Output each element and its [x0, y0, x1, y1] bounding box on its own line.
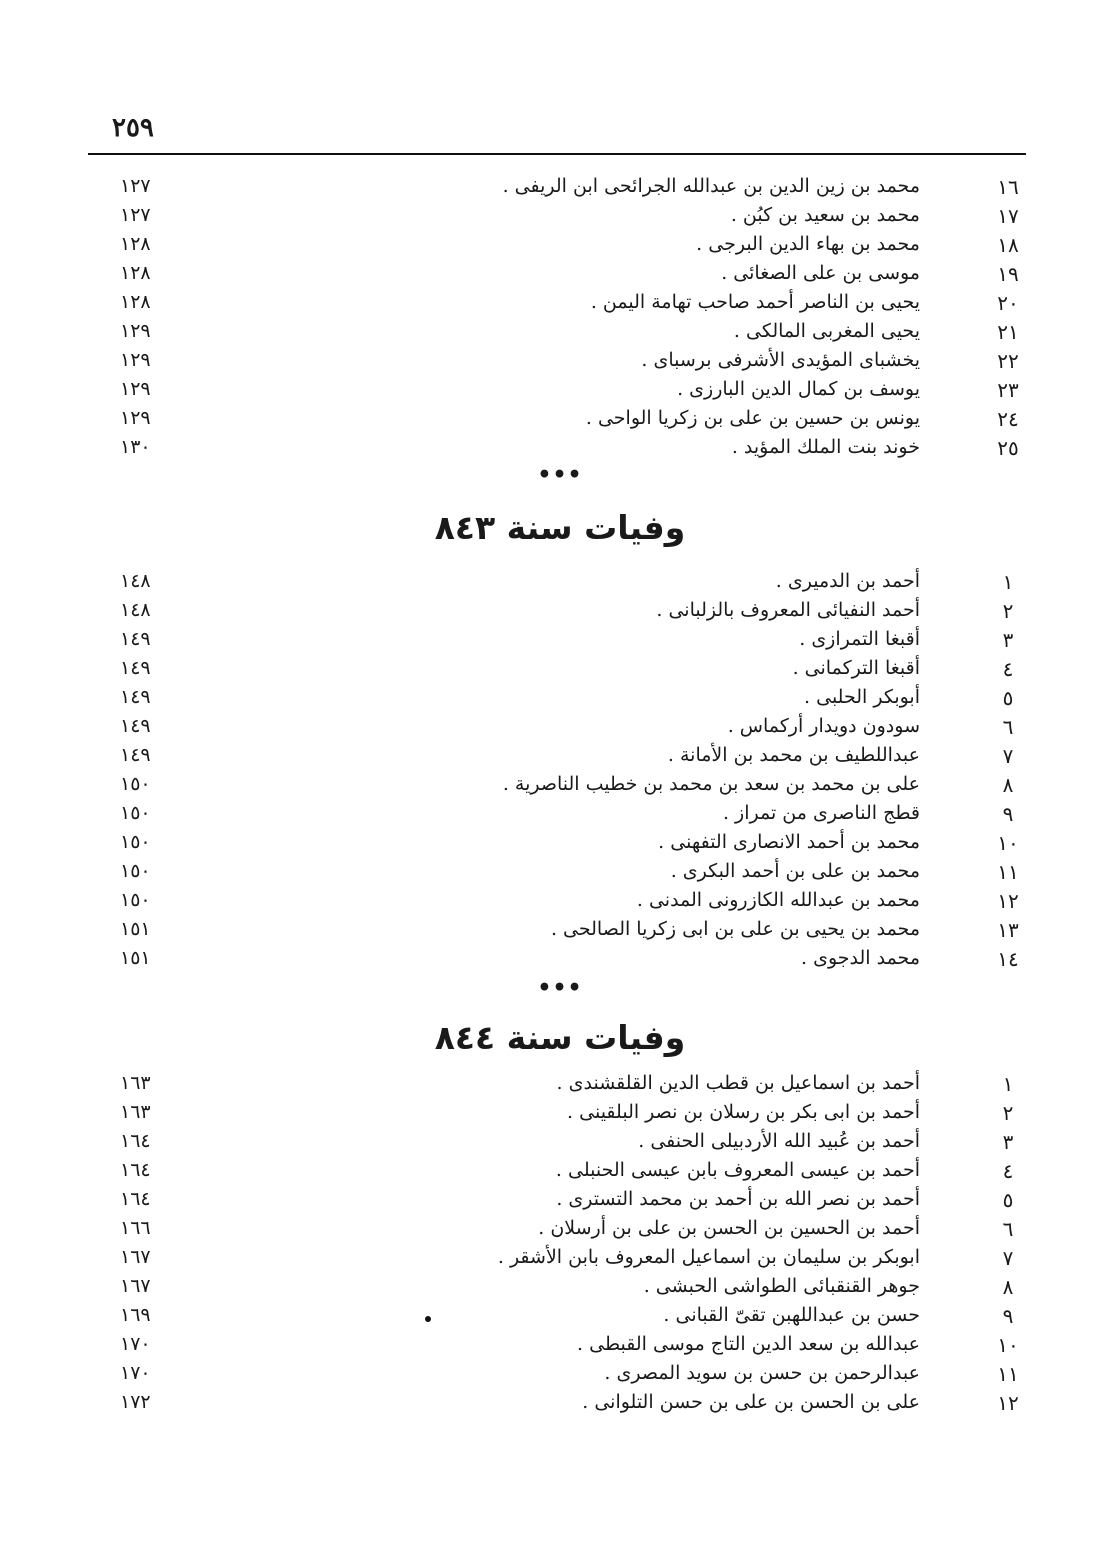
- entry-number: ١٩: [997, 262, 1019, 286]
- entry-page: ١٢٧: [120, 204, 151, 226]
- entry-page: ١٦٦: [120, 1217, 151, 1239]
- list-item: [0, 407, 1120, 436]
- list-item: [0, 1188, 1120, 1217]
- entry-page: ١٤٩: [120, 628, 151, 650]
- entry-name: أحمد بن نصر الله بن أحمد بن محمد التسترى .: [556, 1188, 920, 1210]
- entry-number: ١٠: [997, 831, 1019, 855]
- entry-number: ٤: [1002, 1159, 1014, 1183]
- entry-page: ١٧٠: [120, 1362, 151, 1384]
- entry-number: ١: [1002, 1072, 1014, 1096]
- entry-name: أقبغا التمرازى .: [799, 628, 920, 650]
- entry-number: ١٨: [997, 233, 1019, 257]
- entry-name: أحمد النفيائى المعروف بالزلبانى .: [656, 599, 920, 621]
- entry-number: ٢: [1002, 1101, 1014, 1125]
- entry-number: ٩: [1002, 802, 1014, 826]
- entry-number: ١: [1002, 570, 1014, 594]
- entry-name: على بن محمد بن سعد بن محمد بن خطيب الناصرية .: [502, 773, 920, 795]
- list-item: [0, 686, 1120, 715]
- list-item: [0, 715, 1120, 744]
- entry-page: ١٤٨: [120, 570, 151, 592]
- entry-number: ٨: [1002, 773, 1014, 797]
- entry-name: حسن بن عبداللهبن تقىّ القبانى .: [663, 1304, 920, 1326]
- page-number: ٢٥٩: [112, 113, 154, 143]
- list-item: [0, 1130, 1120, 1159]
- entry-page: ١٢٧: [120, 175, 151, 197]
- entry-number: ٢٢: [997, 349, 1019, 373]
- entry-name: يوسف بن كمال الدين البارزى .: [677, 378, 920, 400]
- entry-page: ١٢٨: [120, 291, 151, 313]
- list-item: [0, 262, 1120, 291]
- entry-name: قطج الناصرى من تمراز .: [722, 802, 920, 824]
- entry-page: ١٦٤: [120, 1159, 151, 1181]
- entry-page: ١٥١: [120, 947, 151, 969]
- section-heading-843: وفيات سنة ٨٤٣: [434, 508, 686, 547]
- entry-page: ١٥٠: [120, 802, 151, 824]
- entry-name: أحمد بن عيسى المعروف بابن عيسى الحنبلى .: [555, 1159, 920, 1181]
- entry-name: يحيى المغربى المالكى .: [733, 320, 920, 342]
- entry-page: ١٢٨: [120, 233, 151, 255]
- entry-number: ١٣: [997, 918, 1019, 942]
- entry-number: ١٤: [997, 947, 1019, 971]
- entry-number: ٢٣: [997, 378, 1019, 402]
- entry-number: ٢١: [997, 320, 1019, 344]
- entry-number: ١٧: [997, 204, 1019, 228]
- entry-page: ١٢٨: [120, 262, 151, 284]
- entry-number: ٥: [1002, 1188, 1014, 1212]
- entry-number: ٢٤: [997, 407, 1019, 431]
- entry-name: محمد بن بهاء الدين البرجى .: [696, 233, 920, 255]
- entry-number: ١١: [997, 1362, 1019, 1386]
- entry-page: ١٧٠: [120, 1333, 151, 1355]
- entry-page: ١٦٣: [120, 1072, 151, 1094]
- entry-name: أحمد بن اسماعيل بن قطب الدين القلقشندى .: [556, 1072, 920, 1094]
- entry-page: ١٢٩: [120, 378, 151, 400]
- list-item: [0, 1304, 1120, 1333]
- entry-number: ٢: [1002, 599, 1014, 623]
- list-item: [0, 436, 1120, 465]
- entry-name: يحيى بن الناصر أحمد صاحب تهامة اليمن .: [590, 291, 920, 313]
- entry-name: ابوبكر بن سليمان بن اسماعيل المعروف بابن الأشقر .: [497, 1246, 920, 1268]
- entry-page: ١٥٠: [120, 889, 151, 911]
- entry-page: ١٥٠: [120, 773, 151, 795]
- list-item: [0, 889, 1120, 918]
- entry-name: أحمد بن ابى بكر بن رسلان بن نصر البلقينى .: [567, 1101, 920, 1123]
- entry-name: يونس بن حسين بن على بن زكريا الواحى .: [585, 407, 920, 429]
- list-item: [0, 570, 1120, 599]
- entry-number: ٢٠: [997, 291, 1019, 315]
- entry-page: ١٢٩: [120, 407, 151, 429]
- entries-list-continued: [0, 175, 1120, 465]
- entry-number: ١٢: [997, 1391, 1019, 1415]
- entry-page: ١٣٠: [120, 436, 151, 458]
- list-item: [0, 918, 1120, 947]
- entry-page: ١٥١: [120, 918, 151, 940]
- entry-number: ٦: [1002, 715, 1014, 739]
- entry-number: ٣: [1002, 628, 1014, 652]
- list-item: [0, 1391, 1120, 1420]
- list-item: [0, 204, 1120, 233]
- header-rule: [88, 153, 1026, 155]
- entry-number: ٨: [1002, 1275, 1014, 1299]
- entry-name: محمد بن سعيد بن كبُن .: [730, 204, 920, 226]
- list-item: [0, 831, 1120, 860]
- list-item: [0, 175, 1120, 204]
- list-item: [0, 1159, 1120, 1188]
- list-item: [0, 1072, 1120, 1101]
- entry-name: محمد بن أحمد الانصارى التفهنى .: [658, 831, 920, 853]
- entry-name: سودون دويدار أركماس .: [727, 715, 920, 737]
- entry-name: محمد بن يحيى بن على بن ابى زكريا الصالحى .: [550, 918, 920, 940]
- list-item: [0, 657, 1120, 686]
- entry-name: أحمد بن عُبيد الله الأردبيلى الحنفى .: [638, 1130, 920, 1152]
- entry-number: ٩: [1002, 1304, 1014, 1328]
- entry-number: ٥: [1002, 686, 1014, 710]
- list-item: [0, 802, 1120, 831]
- list-item: [0, 233, 1120, 262]
- entry-name: موسى بن على الصغائى .: [721, 262, 920, 284]
- entry-page: ١٦٧: [120, 1246, 151, 1268]
- entry-page: ١٢٩: [120, 349, 151, 371]
- entry-number: ٦: [1002, 1217, 1014, 1241]
- list-item: [0, 349, 1120, 378]
- entry-page: ١٢٩: [120, 320, 151, 342]
- entry-number: ١١: [997, 860, 1019, 884]
- list-item: [0, 1333, 1120, 1362]
- entry-page: ١٤٩: [120, 686, 151, 708]
- entry-name: يخشباى المؤيدى الأشرفى برسباى .: [641, 349, 920, 371]
- entry-page: ١٦٩: [120, 1304, 151, 1326]
- list-item: [0, 599, 1120, 628]
- entry-name: عبدالله بن سعد الدين التاج موسى القبطى .: [577, 1333, 920, 1355]
- entries-list-844: [0, 1072, 1120, 1420]
- entries-list-843: [0, 570, 1120, 976]
- entry-number: ٣: [1002, 1130, 1014, 1154]
- list-item: [0, 628, 1120, 657]
- entry-name: أبوبكر الحلبى .: [804, 686, 920, 708]
- entry-number: ٤: [1002, 657, 1014, 681]
- list-item: [0, 947, 1120, 976]
- section-separator: •••: [537, 462, 583, 488]
- entry-page: ١٥٠: [120, 860, 151, 882]
- entry-number: ٧: [1002, 744, 1014, 768]
- list-item: [0, 320, 1120, 349]
- entry-name: محمد بن على بن أحمد البكرى .: [670, 860, 920, 882]
- entry-name: أحمد بن الحسين بن الحسن بن على بن أرسلان .: [538, 1217, 920, 1239]
- entry-page: ١٤٩: [120, 657, 151, 679]
- entry-name: محمد الدجوى .: [801, 947, 920, 969]
- section-separator: •••: [537, 975, 583, 1001]
- entry-page: ١٦٧: [120, 1275, 151, 1297]
- entry-name: على بن الحسن بن على بن حسن التلوانى .: [582, 1391, 920, 1413]
- entry-name: عبدالرحمن بن حسن بن سويد المصرى .: [604, 1362, 920, 1384]
- entry-name: أحمد بن الدميرى .: [775, 570, 920, 592]
- entry-number: ١٢: [997, 889, 1019, 913]
- entry-number: ١٦: [997, 175, 1019, 199]
- entry-name: أقبغا التركمانى .: [792, 657, 920, 679]
- entry-page: ١٤٩: [120, 744, 151, 766]
- list-item: [0, 1275, 1120, 1304]
- entry-number: ٢٥: [997, 436, 1019, 460]
- list-item: [0, 1246, 1120, 1275]
- entry-page: ١٦٤: [120, 1188, 151, 1210]
- entry-name: خوند بنت الملك المؤيد .: [731, 436, 920, 458]
- entry-name: عبداللطيف بن محمد بن الأمانة .: [667, 744, 920, 766]
- ink-speck: [425, 1316, 431, 1322]
- entry-name: جوهر القنقبائى الطواشى الحبشى .: [643, 1275, 920, 1297]
- list-item: [0, 773, 1120, 802]
- entry-name: محمد بن زين الدين بن عبدالله الجرائحى ابن الريفى .: [502, 175, 920, 197]
- list-item: [0, 378, 1120, 407]
- entry-page: ١٤٨: [120, 599, 151, 621]
- list-item: [0, 744, 1120, 773]
- entry-number: ١٠: [997, 1333, 1019, 1357]
- list-item: [0, 860, 1120, 889]
- entry-page: ١٦٤: [120, 1130, 151, 1152]
- section-heading-844: وفيات سنة ٨٤٤: [434, 1018, 686, 1057]
- entry-page: ١٤٩: [120, 715, 151, 737]
- list-item: [0, 1362, 1120, 1391]
- entry-name: محمد بن عبدالله الكازرونى المدنى .: [636, 889, 920, 911]
- entry-page: ١٧٢: [120, 1391, 151, 1413]
- entry-number: ٧: [1002, 1246, 1014, 1270]
- list-item: [0, 291, 1120, 320]
- list-item: [0, 1101, 1120, 1130]
- list-item: [0, 1217, 1120, 1246]
- entry-page: ١٥٠: [120, 831, 151, 853]
- entry-page: ١٦٣: [120, 1101, 151, 1123]
